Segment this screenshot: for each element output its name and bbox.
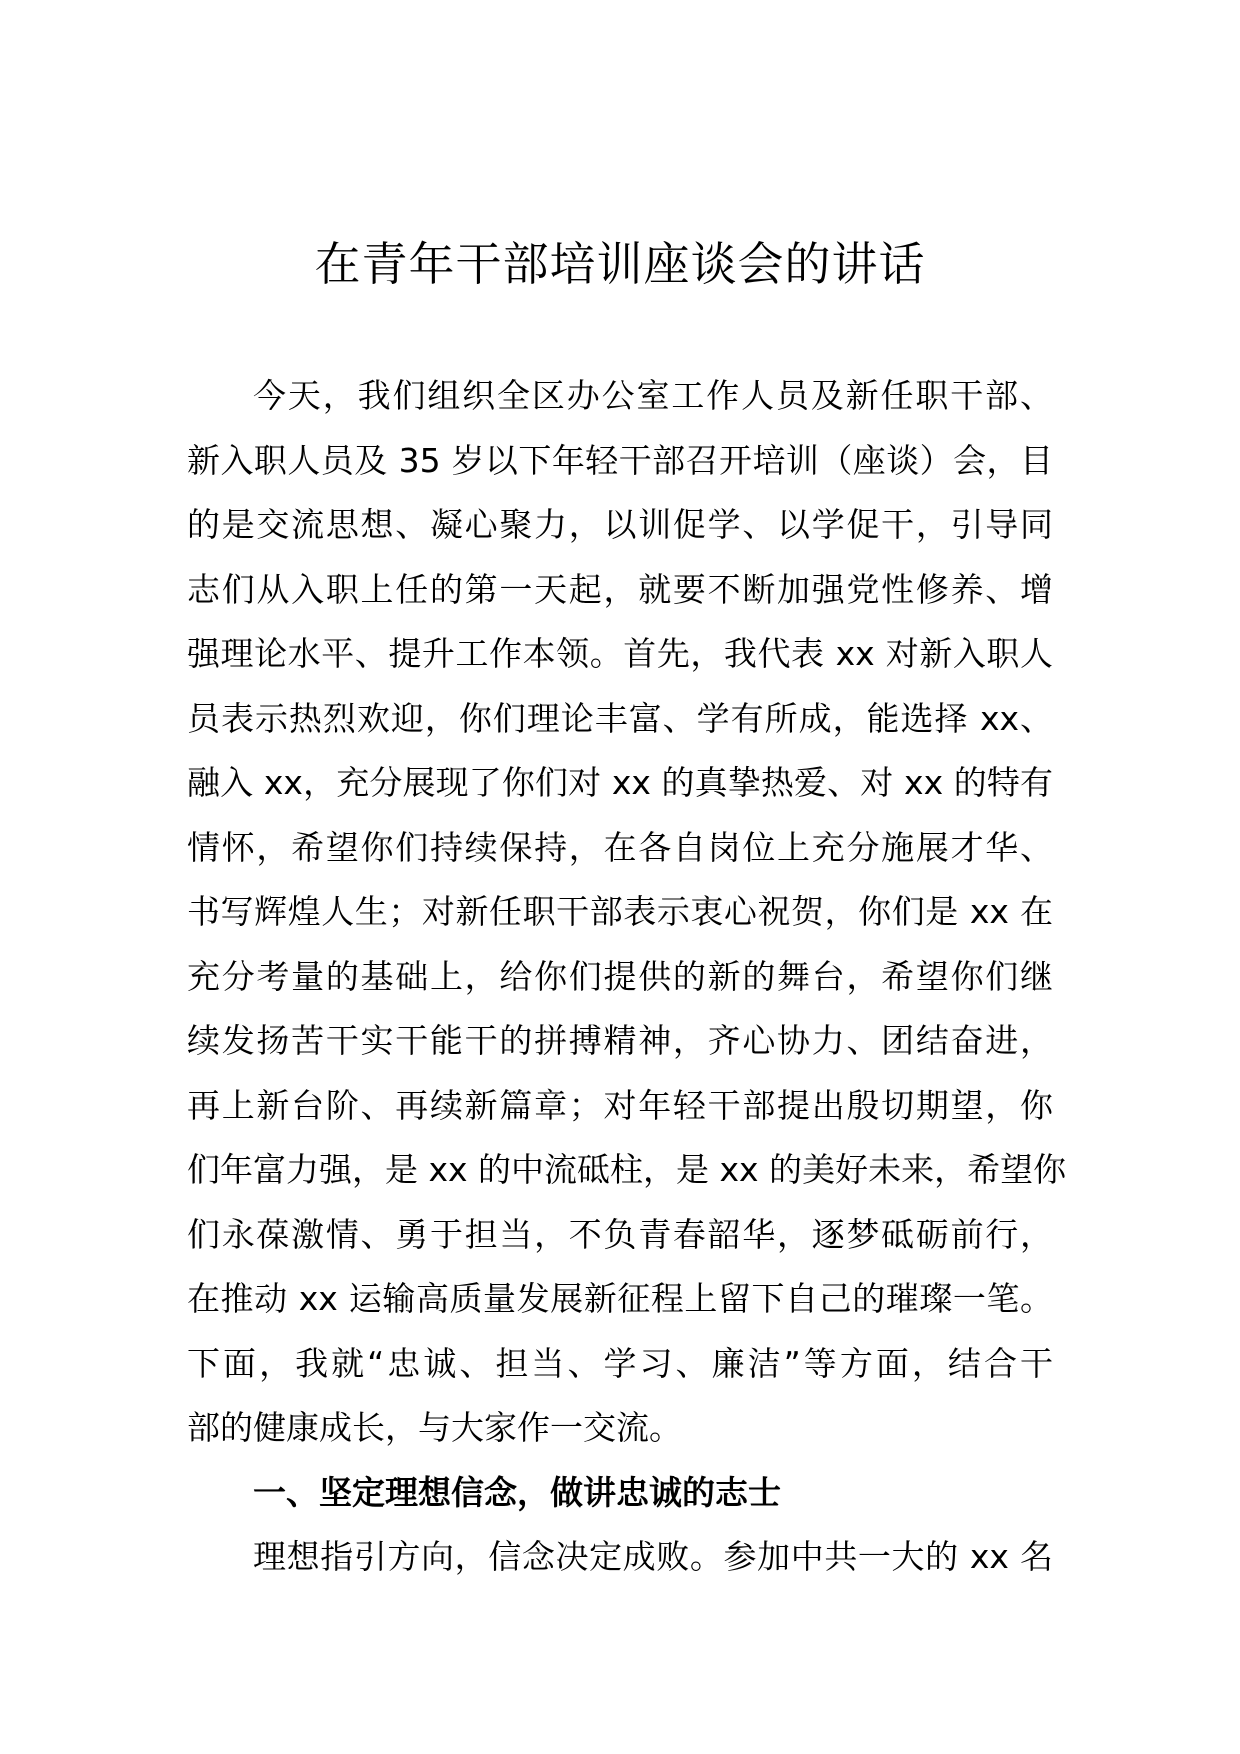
paragraph-line: 融入 xx，充分展现了你们对 xx 的真挚热爱、对 xx 的特有 [187, 763, 1053, 802]
paragraph-2 [187, 1525, 1053, 1590]
paragraph-line: 新入职人员及 35 岁以下年轻干部召开培训（座谈）会，目 [187, 440, 1053, 480]
paragraph-line: 们年富力强，是 xx 的中流砥柱，是 xx 的美好未来，希望你 [187, 1150, 1067, 1189]
paragraph-line: 今天，我们组织全区办公室工作人员及新任职干部、 [253, 376, 1053, 415]
paragraph-line: 的是交流思想、凝心聚力，以训促学、以学促干，引导同 [187, 505, 1053, 544]
section-heading: 一、坚定理想信念，做讲忠诚的志士 [253, 1472, 781, 1512]
paragraph-1 [187, 364, 1067, 1461]
paragraph-line: 志们从入职上任的第一天起，就要不断加强党性修养、增 [187, 569, 1053, 609]
paragraph-line: 部的健康成长，与大家作一交流。 [187, 1408, 682, 1447]
paragraph-line: 再上新台阶、再续新篇章；对年轻干部提出殷切期望，你 [187, 1085, 1053, 1125]
paragraph-line: 充分考量的基础上，给你们提供的新的舞台，希望你们继 [187, 956, 1053, 996]
document-body [187, 364, 1067, 1590]
paragraph-line: 强理论水平、提升工作本领。首先，我代表 xx 对新入职人 [187, 634, 1053, 673]
paragraph-line: 理想指引方向，信念决定成败。参加中共一大的 xx 名 [253, 1537, 1053, 1576]
paragraph-line: 下面，我就“忠诚、担当、学习、廉洁”等方面，结合干 [187, 1343, 1053, 1383]
paragraph-line: 续发扬苦干实干能干的拼搏精神，齐心协力、团结奋进， [187, 1021, 1053, 1060]
paragraph-line: 们永葆激情、勇于担当，不负青春韶华，逐梦砥砺前行， [187, 1214, 1053, 1254]
paragraph-line: 在推动 xx 运输高质量发展新征程上留下自己的璀璨一笔。 [187, 1279, 1053, 1318]
paragraph-line: 书写辉煌人生；对新任职干部表示衷心祝贺，你们是 xx 在 [187, 892, 1053, 931]
document-title: 在青年干部培训座谈会的讲话 [314, 237, 926, 291]
paragraph-line: 情怀，希望你们持续保持，在各自岗位上充分施展才华、 [187, 827, 1053, 867]
paragraph-line: 员表示热烈欢迎，你们理论丰富、学有所成，能选择 xx、 [187, 698, 1053, 738]
